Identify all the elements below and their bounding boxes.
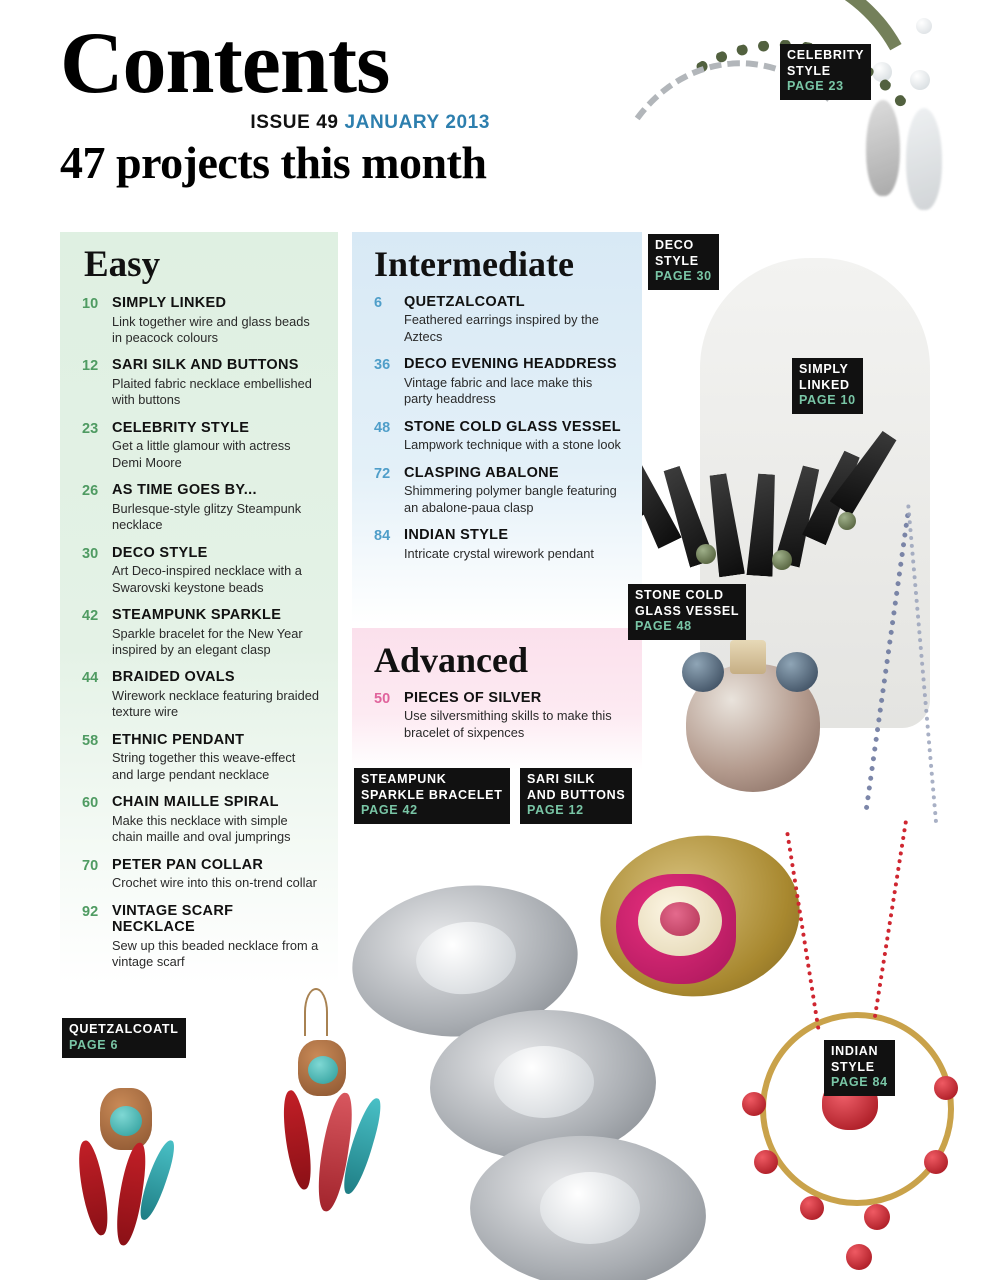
toc-entry[interactable] [374, 465, 624, 516]
earring-right-feather-red [277, 1089, 316, 1191]
column-intermediate [352, 232, 642, 624]
photo-tag-stone-cold-glass-vessel [628, 584, 746, 640]
tag-line-2: STYLE [655, 253, 699, 268]
entry-description: Crochet wire into this on-trend collar [112, 875, 317, 891]
tag-line-2: LINKED [799, 377, 850, 392]
toc-entry[interactable] [82, 295, 320, 346]
toc-entry[interactable] [374, 527, 624, 562]
toc-entry[interactable] [82, 794, 320, 845]
entry-description: Sparkle bracelet for the New Year inspired by an elegant clasp [112, 625, 303, 657]
tag-line-1: QUETZALCOATL [69, 1022, 179, 1036]
column-heading-easy: Easy [84, 244, 161, 285]
entry-title: STEAMPUNK SPARKLE [112, 606, 282, 623]
photo-tag-steampunk-sparkle-bracelet [354, 768, 510, 824]
entry-page: 36 [374, 357, 391, 374]
toc-entry[interactable] [82, 420, 320, 471]
column-heading-advanced: Advanced [374, 640, 529, 680]
entry-description: Vintage fabric and lace make this party headdress [404, 374, 593, 407]
toc-entry[interactable] [374, 356, 624, 407]
indian-bead-d [864, 1204, 890, 1230]
tag-page: PAGE 12 [527, 803, 584, 818]
entry-title: PIECES OF SILVER [404, 689, 542, 706]
entry-page: 12 [82, 358, 99, 375]
tag-line-1: STEAMPUNK [361, 772, 447, 786]
tag-line-2: SPARKLE BRACELET [361, 787, 503, 802]
toc-entry[interactable] [82, 482, 320, 533]
tag-line-2: AND BUTTONS [527, 787, 626, 802]
photo-tag-quetzalcoatl [62, 1018, 186, 1058]
entry-description: Shimmering polymer bangle featuring an abalone-paua clasp [404, 483, 617, 515]
toc-entry[interactable] [82, 903, 320, 971]
entry-description: Art Deco-inspired necklace with a Swarovski keystone beads [112, 563, 302, 595]
toc-entry[interactable] [374, 419, 624, 454]
entry-title: INDIAN STYLE [404, 527, 509, 544]
entry-description: Link together wire and glass beads in peacock colours [112, 313, 310, 345]
toc-entry[interactable] [82, 857, 320, 892]
issue-number: ISSUE 49 [250, 111, 339, 133]
entry-title: QUETZALCOATL [404, 293, 525, 310]
photo-tag-celebrity-style [780, 44, 871, 100]
entry-page: 6 [374, 294, 383, 311]
entry-description: Get a little glamour with actress Demi Moore [112, 438, 291, 470]
entry-page: 84 [374, 528, 391, 545]
entry-page: 58 [82, 732, 99, 749]
tag-page: PAGE 30 [655, 269, 712, 284]
entry-title: SIMPLY LINKED [112, 294, 227, 311]
entry-description: Sew up this beaded necklace from a vintage scarf [112, 938, 319, 970]
entry-description: Lampwork technique with a stone look [404, 437, 621, 453]
entry-title: ETHNIC PENDANT [112, 731, 245, 748]
earring-left-feather-red-1 [72, 1139, 113, 1237]
entry-description: Intricate crystal wirework pendant [404, 545, 594, 561]
column-heading-intermediate: Intermediate [374, 244, 574, 284]
toc-entry[interactable] [82, 607, 320, 658]
entry-page: 23 [82, 420, 99, 437]
photo-tag-sari-silk-and-buttons [520, 768, 632, 824]
entry-description: String together this weave-effect and large pendant necklace [112, 750, 296, 782]
tag-line-2: GLASS VESSEL [635, 603, 740, 618]
vessel-cork [730, 640, 766, 674]
tag-page: PAGE 84 [831, 1075, 888, 1090]
entry-description: Burlesque-style glitzy Steampunk necklace [112, 500, 302, 533]
entry-title: AS TIME GOES BY... [112, 482, 257, 499]
tag-page: PAGE 42 [361, 803, 418, 818]
entry-title: CHAIN MAILLE SPIRAL [112, 794, 279, 811]
tag-page: PAGE 6 [69, 1037, 119, 1052]
entry-title: DECO STYLE [112, 544, 208, 561]
entry-page: 92 [82, 903, 99, 920]
floral-brooch-rose [660, 902, 700, 936]
vessel-bead-left [682, 652, 724, 692]
earring-right-turquoise [308, 1056, 338, 1084]
entry-page: 70 [82, 857, 99, 874]
entry-page: 48 [374, 419, 391, 436]
entry-page: 10 [82, 295, 99, 312]
entry-page: 60 [82, 795, 99, 812]
toc-entry[interactable] [82, 669, 320, 720]
projects-count-line: 47 projects this month [60, 136, 487, 188]
column-easy [60, 232, 338, 984]
toc-entry[interactable] [82, 545, 320, 596]
entry-title: VINTAGE SCARF NECKLACE [112, 902, 234, 936]
tag-page: PAGE 10 [799, 393, 856, 408]
entry-page: 50 [374, 690, 391, 707]
entry-description: Make this necklace with simple chain maille and oval jumprings [112, 812, 291, 845]
indian-bead-f [934, 1076, 958, 1100]
steampunk-medallion-3-stone [540, 1172, 640, 1244]
entry-description: Wirework necklace featuring braided texture wire [112, 688, 319, 720]
indian-bead-g [846, 1244, 872, 1270]
toc-entry[interactable] [374, 690, 624, 741]
page-title: Contents [60, 15, 390, 112]
tag-line-1: SARI SILK [527, 772, 596, 786]
issue-line [60, 112, 490, 134]
tag-line-2: STYLE [831, 1059, 875, 1074]
entry-page: 42 [82, 607, 99, 624]
toc-entry[interactable] [82, 357, 320, 408]
column-advanced [352, 628, 642, 770]
entry-title: DECO EVENING HEADDRESS [404, 356, 617, 373]
entry-title: BRAIDED OVALS [112, 669, 235, 686]
tag-page: PAGE 23 [787, 79, 844, 94]
vessel-bead-right [776, 652, 818, 692]
photo-tag-deco-style [648, 234, 719, 290]
masthead [60, 15, 680, 189]
entry-title: CLASPING ABALONE [404, 464, 559, 481]
entry-title: PETER PAN COLLAR [112, 856, 264, 873]
tag-line-1: DECO [655, 238, 694, 252]
entry-title: STONE COLD GLASS VESSEL [404, 418, 621, 435]
entry-description: Plaited fabric necklace embellished with buttons [112, 375, 312, 408]
entry-title: SARI SILK AND BUTTONS [112, 357, 299, 374]
entry-page: 26 [82, 483, 99, 500]
indian-bead-a [742, 1092, 766, 1116]
earring-crystal-c [916, 18, 932, 34]
tag-line-2: STYLE [787, 63, 831, 78]
issue-date: JANUARY 2013 [344, 111, 490, 133]
indian-bead-c [800, 1196, 824, 1220]
entry-page: 44 [82, 670, 99, 687]
tag-line-1: STONE COLD [635, 588, 724, 602]
entry-title: CELEBRITY STYLE [112, 419, 250, 436]
tag-line-1: SIMPLY [799, 362, 849, 376]
entry-description: Use silversmithing skills to make this bracelet of sixpences [404, 708, 612, 740]
earring-right-hook [304, 988, 328, 1036]
indian-bead-b [754, 1150, 778, 1174]
entry-description: Feathered earrings inspired by the Aztecs [404, 312, 599, 344]
toc-entry[interactable] [82, 732, 320, 783]
steampunk-medallion-2-stone [494, 1046, 594, 1118]
toc-entry[interactable] [374, 294, 624, 345]
earring-left-turquoise [110, 1106, 142, 1136]
photo-tag-simply-linked [792, 358, 863, 414]
indian-bead-e [924, 1150, 948, 1174]
entry-page: 30 [82, 545, 99, 562]
photo-tag-indian-style [824, 1040, 895, 1096]
tag-page: PAGE 48 [635, 619, 692, 634]
entry-page: 72 [374, 465, 391, 482]
tag-line-1: CELEBRITY [787, 48, 865, 62]
tag-line-1: INDIAN [831, 1044, 879, 1058]
